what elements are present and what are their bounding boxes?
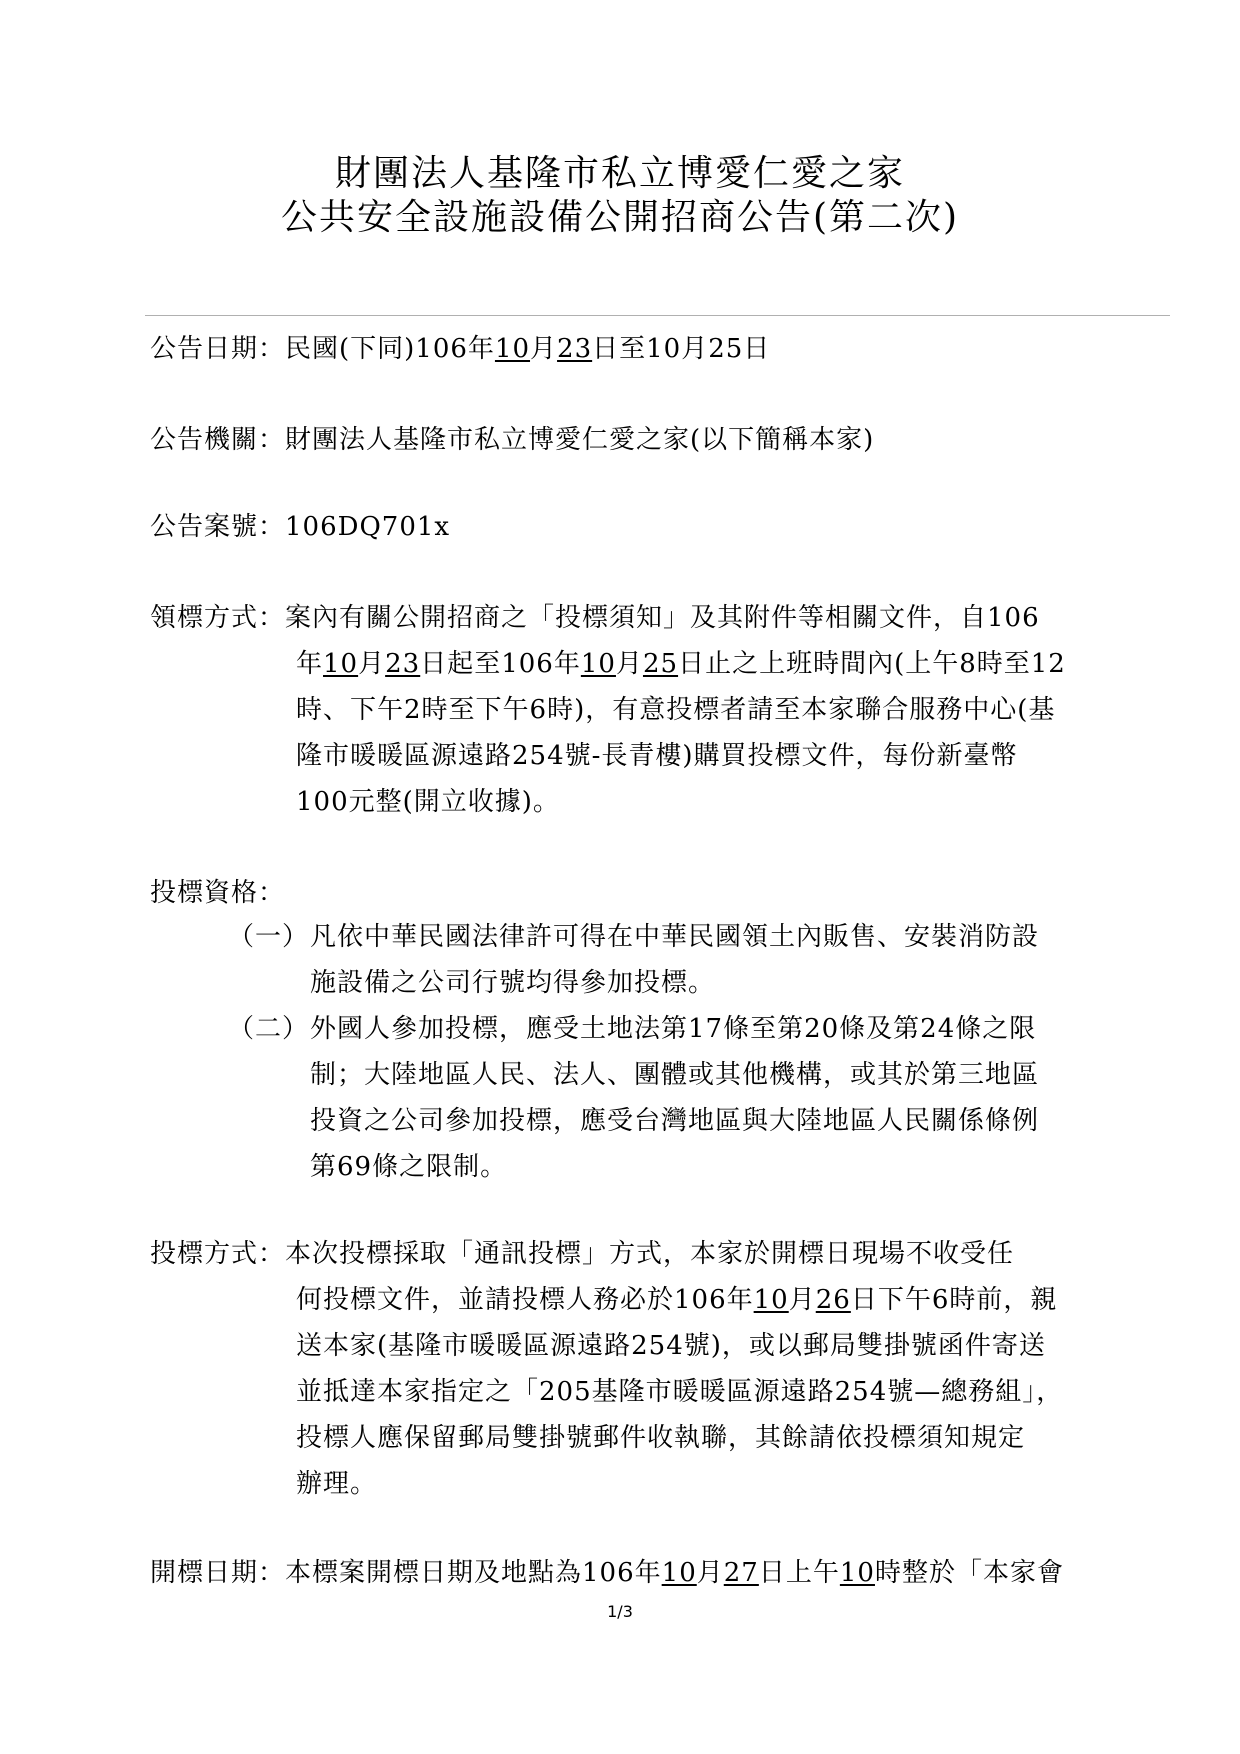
- bid-method-label: 投標方式：: [150, 1239, 286, 1269]
- qualification-label: 投標資格：: [150, 878, 286, 908]
- notice-date-row: 公告日期：民國(下同)106年10月23日至10月25日: [150, 334, 771, 364]
- title-line-2: 公共安全設施設備公開招商公告(第二次): [280, 197, 960, 238]
- agency-text: 財團法人基隆市私立博愛仁愛之家(以下簡稱本家): [285, 425, 875, 455]
- qualification-item-2-line-4: 第69條之限制。: [310, 1152, 508, 1182]
- qualification-item-2-line-3: 投資之公司參加投標，應受台灣地區與大陸地區人民關係條例: [310, 1106, 1040, 1136]
- collect-label: 領標方式：: [150, 603, 286, 633]
- qualification-item-1-line-1: 凡依中華民國法律許可得在中華民國領土內販售、安裝消防設: [310, 922, 1040, 952]
- bid-method-row-3: 送本家(基隆市暖暖區源遠路254號)，或以郵局雙掛號函件寄送: [296, 1331, 1046, 1361]
- qualification-item-1-number: （一）: [228, 922, 310, 952]
- page-number: 1/3: [607, 1602, 633, 1621]
- collect-row-2: 年10月23日起至106年10月25日止之上班時間內(上午8時至12: [296, 649, 1066, 679]
- case-no-row: [150, 510, 450, 544]
- bid-method-row-2: 何投標文件，並請投標人務必於106年10月26日下午6時前，親: [296, 1285, 1058, 1315]
- collect-row-3: 時、下午2時至下午6時)，有意投標者請至本家聯合服務中心(基: [296, 695, 1056, 725]
- opening-row: 開標日期：本標案開標日期及地點為106年10月27日上午10時整於「本家會: [150, 1558, 1064, 1588]
- bid-method-row-5: 投標人應保留郵局雙掛號郵件收執聯，其餘請依投標須知規定: [296, 1423, 1026, 1453]
- bid-method-row-4: 並抵達本家指定之「205基隆市暖暖區源遠路254號—總務組」，: [296, 1377, 1064, 1407]
- qualification-item-2-line-1: 外國人參加投標，應受土地法第17條至第20條及第24條之限: [310, 1014, 1037, 1044]
- notice-date-label: 公告日期：: [150, 334, 286, 364]
- qualification-item-2-line-2: 制；大陸地區人民、法人、團體或其他機構，或其於第三地區: [310, 1060, 1040, 1090]
- opening-label: 開標日期：: [150, 1558, 286, 1588]
- agency-row: [150, 423, 874, 457]
- case-no-text: 106DQ701x: [285, 512, 451, 542]
- qualification-item-2-number: （二）: [228, 1014, 310, 1044]
- collect-row-5: 100元整(開立收據)。: [296, 787, 560, 817]
- title-line-1: 財團法人基隆市私立博愛仁愛之家: [334, 153, 905, 194]
- bid-method-row-6: 辦理。: [296, 1469, 378, 1499]
- qualification-item-1-line-2: 施設備之公司行號均得參加投標。: [310, 968, 716, 998]
- collect-row-1: 領標方式：案內有關公開招商之「投標須知」及其附件等相關文件，自106: [150, 603, 1040, 633]
- header-divider: [145, 315, 1170, 316]
- case-no-label: 公告案號：: [150, 512, 286, 542]
- bid-method-row-1: 投標方式：本次投標採取「通訊投標」方式，本家於開標日現場不收受任: [150, 1239, 1015, 1269]
- collect-row-4: 隆市暖暖區源遠路254號-長青樓)購買投標文件，每份新臺幣: [296, 741, 1018, 771]
- agency-label: 公告機關：: [150, 425, 286, 455]
